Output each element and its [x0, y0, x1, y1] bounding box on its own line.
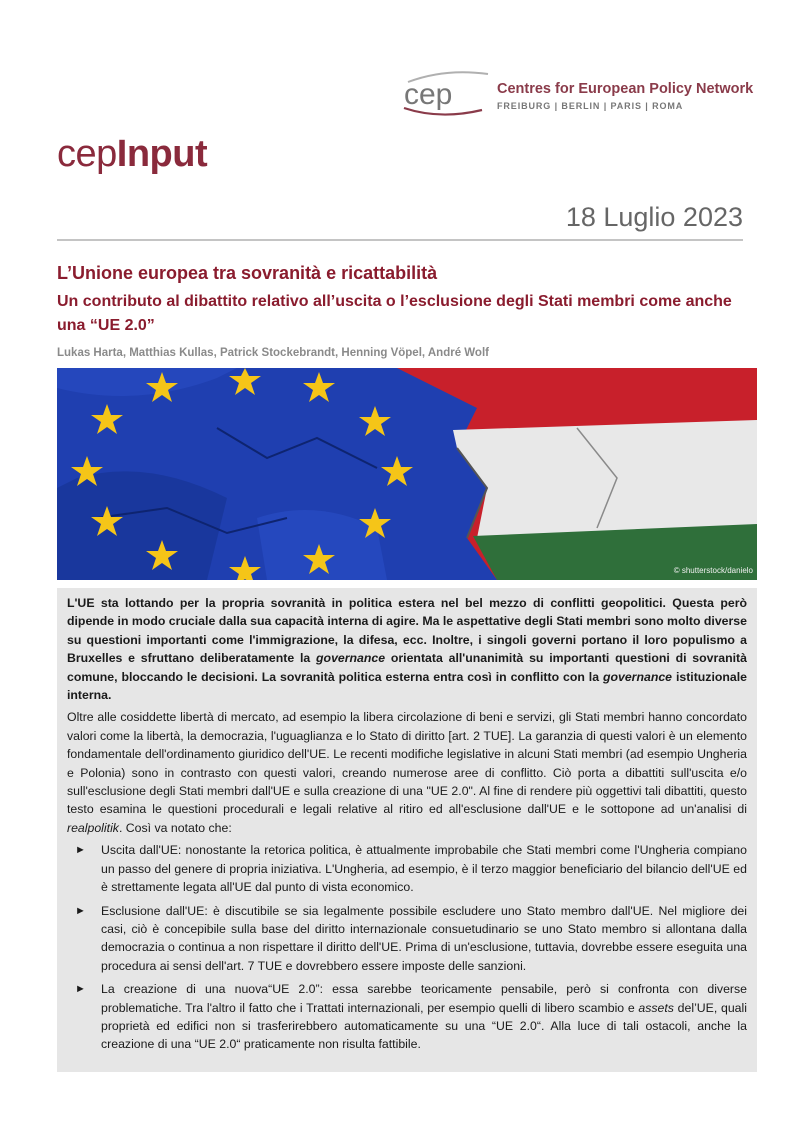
bullet-text: Esclusione dall'UE: è discutibile se sia legalmente possibile escludere uno Stato membro dall'UE. Nel migliore dei casi, ciò è concepibile sulla base del diritto internazionale consuetudinario se uno Stato membro si allontana dalla democrazia o continua a non rispettare il diritto dell'UE. Prima di un'esclusione, tuttavia, dovrebbe essere eseguita una procedura ai sensi dell'art. 7 TUE e dovrebbero essere imposte delle sanzioni. — [101, 903, 747, 973]
brand-part-cep: cep — [57, 133, 117, 175]
bullet-item-uscita — [67, 841, 747, 896]
bullet-italic: assets — [638, 1000, 674, 1015]
bullet-item-ue2 — [67, 980, 747, 1054]
summary-box — [57, 588, 757, 1072]
cep-logo-mark — [400, 68, 495, 118]
bullet-item-esclusione — [67, 902, 747, 976]
cep-logo-text: cep — [404, 78, 453, 111]
lead-italic: governance — [316, 651, 386, 666]
publication-date: 18 Luglio 2023 — [565, 202, 743, 232]
cepinput-brand — [57, 133, 207, 176]
body-paragraph — [67, 708, 747, 837]
document-subtitle: Un contributo al dibattito relativo all’uscita o l’esclusione degli Stati membri come anche una “UE 2.0” — [57, 293, 732, 334]
lead-text: istituzionale interna. — [67, 669, 747, 703]
bullet-text: del’UE, quali proprietà ed edifici non si trasferirebbero automaticamente su una “UE 2.0“. Alla luce di tali ostacoli, anche la creazione di una “UE 2.0“ praticamente non risulta fattibile. — [101, 1000, 747, 1052]
body-italic: realpolitik — [67, 820, 119, 835]
bullet-arrow-icon: ► — [75, 983, 86, 996]
lead-text: L'UE sta lottando per la propria sovranità in politica estera nel bel mezzo di conflitti geopolitici. Questa però dipende in modo cruciale dalla sua capacità interna di agire. Ma le aspettative degli Stati membri sono molto diverse su questioni importanti come l'immigrazione, la difesa, ecc. Inoltre, i singoli governi portano il loro populismo a Bruxelles e sfruttano deliberatamente la — [67, 596, 747, 666]
image-credit: © shutterstock/danielo — [673, 566, 753, 575]
authors: Lukas Harta, Matthias Kullas, Patrick Stockebrandt, Henning Vöpel, André Wolf — [57, 347, 489, 359]
lead-text: orientata all'unanimità su importanti questioni di sovranità comune, bloccando le decisioni. La sovranità politica esterna entra così in conflitto con la — [67, 651, 747, 684]
bullet-arrow-icon: ► — [75, 904, 86, 917]
bullet-text: La creazione di una nuova“UE 2.0”: essa sarebbe teoricamente pensabile, però si confronta con diverse problematiche. Tra l'altro il fatto che i Trattati internazionali, per esempio quelli di libero scambio e — [101, 982, 747, 1015]
bullet-arrow-icon: ► — [75, 844, 86, 857]
header-divider — [57, 239, 743, 241]
lead-paragraph — [67, 594, 747, 704]
bullet-text: Uscita dall'UE: nonostante la retorica politica, è attualmente improbabile che Stati membri come l'Ungheria compiano un passo del genere di propria iniziativa. L'Ungheria, ad esempio, è il terzo maggior beneficiario del bilancio dell'UE ed è strettamente legata all'UE dal punto di vista economico. — [101, 843, 747, 895]
body-text: . Così va notato che: — [118, 820, 232, 835]
network-name: Centres for European Policy Network — [497, 81, 754, 97]
lead-italic: governance — [602, 669, 673, 684]
cep-network-logo — [400, 68, 754, 118]
flags-illustration — [57, 368, 757, 580]
document-title: L’Unione europea tra sovranità e ricattabilità — [57, 263, 438, 283]
brand-part-input: Input — [116, 133, 208, 175]
hero-image-eu-hungary-flags — [57, 368, 757, 580]
body-text: Oltre alle cosiddette libertà di mercato, ad esempio la libera circolazione di beni e servizi, gli Stati membri hanno concordato valori come la libertà, la democrazia, l'uguaglianza e lo Stato di diritto [art. 2 TUE]. La garanzia di questi valori è un elemento fondamentale dell'ordinamento giuridico dell'UE. Le recenti modifiche legislative in alcuni Stati membri (ad esempio Ungheria e Polonia) sono in contrasto con questi valori, creando numerose aree di conflitto. Ciò porta a dibattiti sull'uscita e/o sull'esclusione degli Stati membri dall'UE e sulla creazione di una "UE 2.0". Al fine di rendere più oggettivi tali dibattiti, questo testo esamina le questioni procedurali e legali relative al ritiro ed all'esclusione dall'UE e le sottopone ad un'analisi di — [67, 710, 747, 817]
network-cities: FREIBURG | BERLIN | PARIS | ROMA — [497, 101, 684, 111]
